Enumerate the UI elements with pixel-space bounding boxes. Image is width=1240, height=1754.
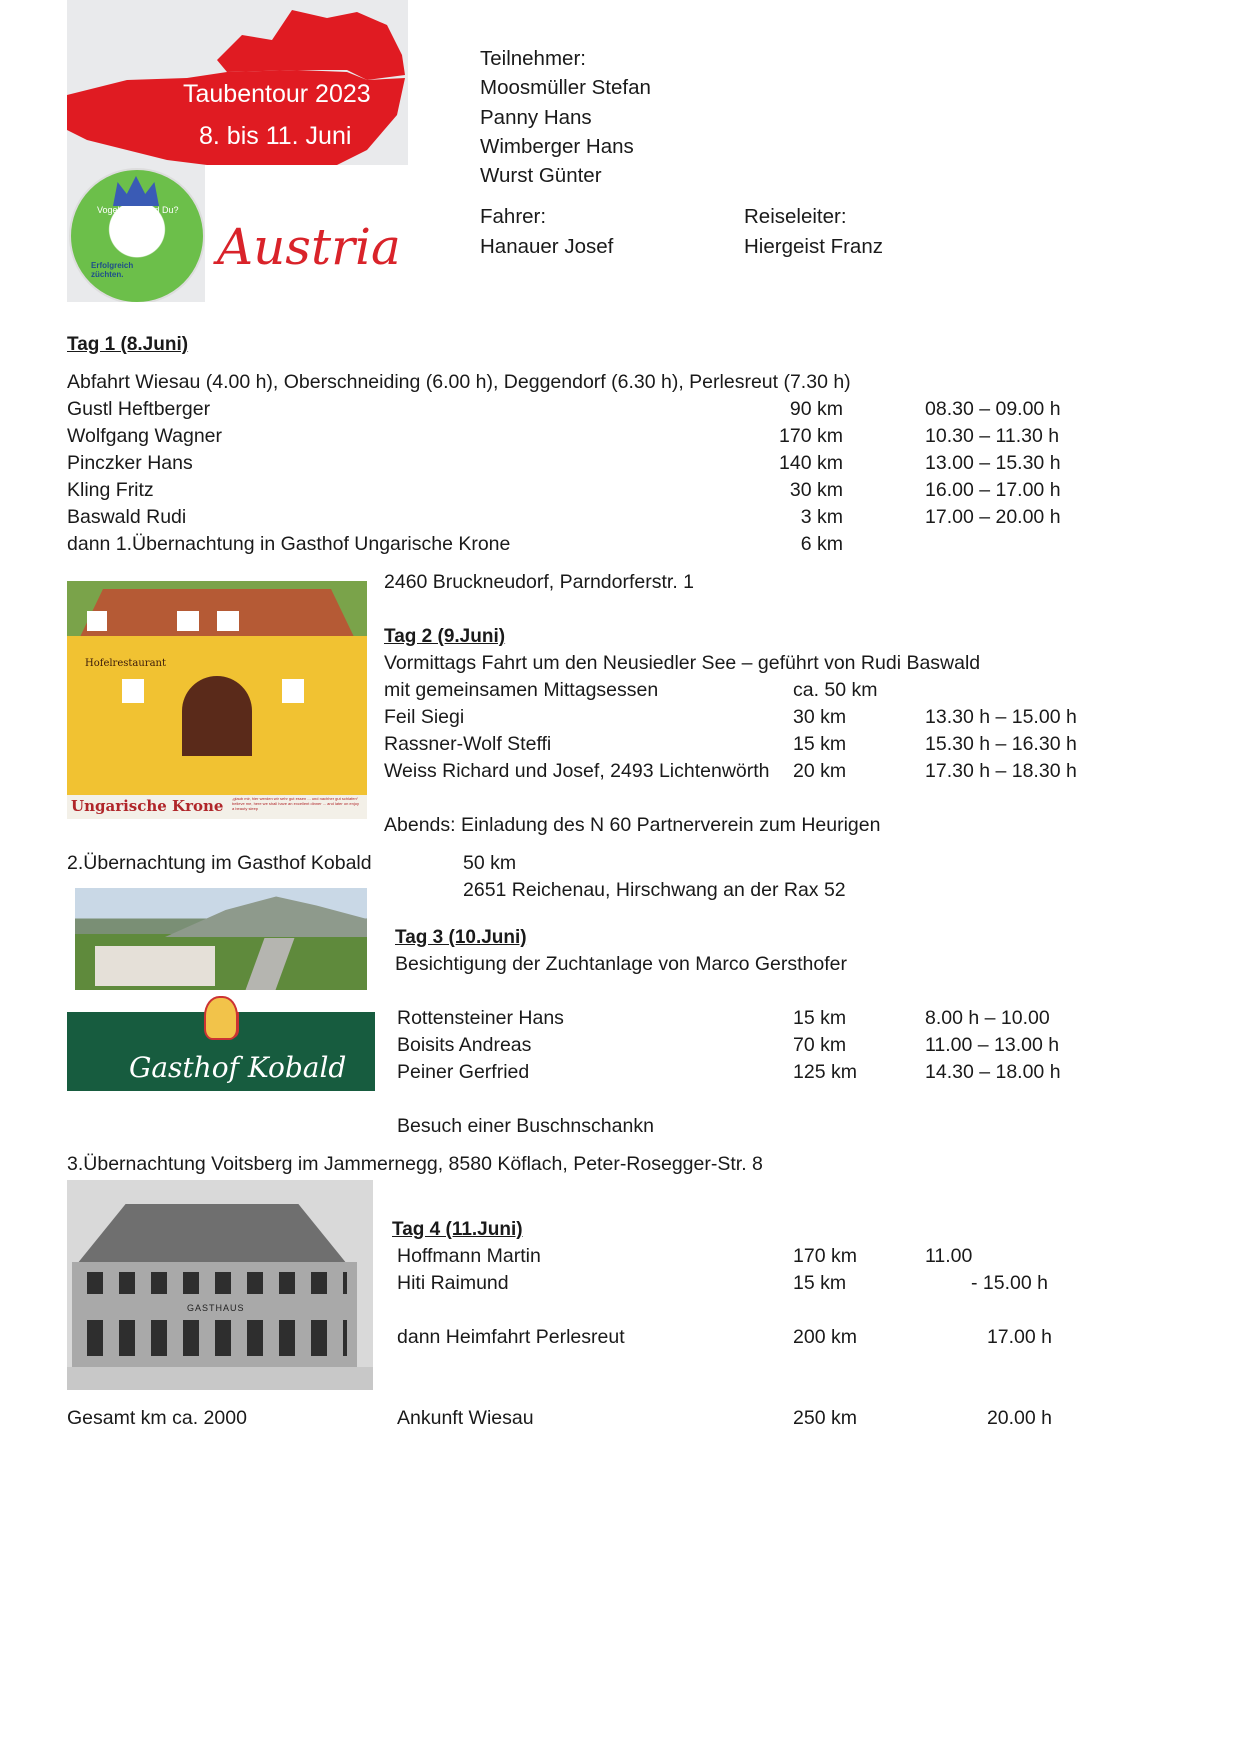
day2-lunch: mit gemeinsamen Mittagsessen: [384, 679, 659, 701]
participant-3: Wimberger Hans: [480, 135, 634, 158]
window-row: [87, 1272, 347, 1294]
guide-name: Hiergeist Franz: [744, 235, 883, 258]
badge-line1: Vogelwuid. Und Du?: [97, 205, 179, 215]
arrival-time: 20.00 h: [986, 1407, 1052, 1429]
day2-tour: Vormittags Fahrt um den Neusiedler See – geführt von Rudi Baswald: [384, 652, 981, 674]
banner-title: Taubentour 2023: [183, 80, 371, 108]
day2-row-time: 17.30 h – 18.30 h: [925, 760, 1077, 782]
hotel1-caption: „glaub mir, hier werden wir sehr gut essen ... und nachher gut schlafen“ believe me, here we shall have an excellent dinner ... and later on enjoy a beauty sleep: [232, 796, 359, 811]
day4-row-km: 200 km: [793, 1326, 857, 1348]
road: [246, 938, 295, 990]
day1-row-name: Pinczker Hans: [67, 452, 193, 474]
day2-row-km: 15 km: [793, 733, 847, 755]
reichenau-landscape-photo: [75, 888, 367, 990]
day3-row-time: 11.00 – 13.00 h: [925, 1034, 1060, 1056]
day4-row-time: 17.00 h: [986, 1326, 1052, 1348]
banner-script: Austria: [217, 218, 401, 276]
day3-row-name: Peiner Gerfried: [397, 1061, 530, 1083]
day4-row-name: dann Heimfahrt Perlesreut: [397, 1326, 625, 1348]
window-row: [87, 1320, 347, 1356]
day2-overnight-km: 50 km: [463, 852, 517, 874]
mountain: [165, 892, 367, 937]
kobald-logo-text: Gasthof Kobald: [129, 1051, 347, 1084]
gasthaus-sign: GASTHAUS: [187, 1303, 245, 1313]
day4-row-km: 15 km: [793, 1272, 847, 1294]
day2-overnight: 2.Übernachtung im Gasthof Kobald: [67, 852, 372, 874]
window: [87, 611, 107, 631]
day2-row-time: 13.30 h – 15.00 h: [925, 706, 1077, 728]
day2-row-name: Weiss Richard und Josef, 2493 Lichtenwörth: [384, 760, 770, 782]
participant-2: Panny Hans: [480, 106, 592, 129]
archway: [182, 676, 252, 756]
day2-title: Tag 2 (9.Juni): [384, 626, 506, 647]
bird-crown-icon: [113, 176, 159, 206]
day1-row-time: 10.30 – 11.30 h: [925, 425, 1060, 447]
day4-row-name: Hiti Raimund: [397, 1272, 509, 1294]
arrival-label: Ankunft Wiesau: [397, 1407, 534, 1429]
day3-row-km: 70 km: [793, 1034, 847, 1056]
window: [177, 611, 199, 631]
day3-evening: Besuch einer Buschnschankn: [397, 1115, 654, 1137]
day4-row-km: 170 km: [793, 1245, 857, 1267]
day1-row-time: 08.30 – 09.00 h: [925, 398, 1061, 420]
day1-row-time: 16.00 – 17.00 h: [925, 479, 1061, 501]
day2-lunch-km: ca. 50 km: [793, 679, 878, 701]
day1-row-km: 3 km: [800, 506, 843, 528]
participants-label: Teilnehmer:: [480, 47, 586, 70]
window: [282, 679, 304, 703]
driver-label: Fahrer:: [480, 205, 547, 228]
day2-evening: Abends: Einladung des N 60 Partnerverein zum Heurigen: [384, 814, 881, 836]
day3-row-name: Rottensteiner Hans: [397, 1007, 564, 1029]
vogelwuid-badge: [69, 168, 205, 302]
day2-row-time: 15.30 h – 16.30 h: [925, 733, 1077, 755]
tour-banner-image: [67, 0, 408, 302]
window: [122, 679, 144, 703]
day2-row-name: Feil Siegi: [384, 706, 465, 728]
day2-overnight-address: 2651 Reichenau, Hirschwang an der Rax 52: [463, 879, 846, 901]
participant-4: Wurst Günter: [480, 164, 602, 187]
day3-title: Tag 3 (10.Juni): [395, 927, 527, 948]
day1-departure: Abfahrt Wiesau (4.00 h), Oberschneiding (6.00 h), Deggendorf (6.30 h), Perlesreut (7.30 h): [67, 371, 851, 393]
day3-row-km: 125 km: [793, 1061, 857, 1083]
day4-row-time: - 15.00 h: [971, 1272, 1048, 1294]
day1-row-km: 90 km: [789, 398, 843, 420]
total-km: Gesamt km ca. 2000: [67, 1407, 247, 1429]
houses: [95, 946, 215, 986]
hotel-ungarische-krone-photo: [67, 581, 367, 819]
day3-row-time: 14.30 – 18.00 h: [925, 1061, 1061, 1083]
jammernegg-historic-photo: [67, 1180, 373, 1390]
hotel1-name: Ungarische Krone: [71, 797, 224, 815]
day3-row-time: 8.00 h – 10.00: [925, 1007, 1050, 1029]
day1-row-km: 30 km: [789, 479, 843, 501]
hotel1-sign: Hofelrestaurant: [85, 658, 167, 669]
day2-row-km: 20 km: [793, 760, 847, 782]
day1-row-name: Kling Fritz: [67, 479, 154, 501]
badge-line2: Erfolgreich züchten.: [91, 261, 134, 279]
day1-row-name: Gustl Heftberger: [67, 398, 211, 420]
day4-title: Tag 4 (11.Juni): [392, 1219, 523, 1240]
day1-row-name: Wolfgang Wagner: [67, 425, 223, 447]
guide-label: Reiseleiter:: [744, 205, 847, 228]
roof: [77, 1204, 347, 1264]
day1-row-name: dann 1.Übernachtung in Gasthof Ungarische Krone: [67, 533, 511, 555]
day1-row-km: 6 km: [800, 533, 843, 555]
day1-row-time: 13.00 – 15.30 h: [925, 452, 1061, 474]
driver-name: Hanauer Josef: [480, 235, 614, 258]
window: [217, 611, 239, 631]
day1-row-name: Baswald Rudi: [67, 506, 187, 528]
day2-row-name: Rassner-Wolf Steffi: [384, 733, 552, 755]
day1-title: Tag 1 (8.Juni): [67, 334, 189, 355]
day4-row-name: Hoffmann Martin: [397, 1245, 541, 1267]
day2-row-km: 30 km: [793, 706, 847, 728]
day4-row-time: 11.00: [925, 1245, 973, 1267]
participant-1: Moosmüller Stefan: [480, 76, 651, 99]
day3-visit: Besichtigung der Zuchtanlage von Marco Gersthofer: [395, 953, 847, 975]
day3-overnight: 3.Übernachtung Voitsberg im Jammernegg, 8580 Köflach, Peter-Rosegger-Str. 8: [67, 1153, 763, 1175]
day1-row-time: 17.00 – 20.00 h: [925, 506, 1061, 528]
kobald-mascot-icon: [204, 996, 238, 1040]
day1-row-km: 170 km: [779, 425, 843, 447]
banner-dates: 8. bis 11. Juni: [199, 122, 352, 150]
day3-row-km: 15 km: [793, 1007, 847, 1029]
day3-row-name: Boisits Andreas: [397, 1034, 532, 1056]
day1-row-km: 140 km: [779, 452, 843, 474]
street: [67, 1367, 373, 1390]
arrival-km: 250 km: [793, 1407, 857, 1429]
day1-address: 2460 Bruckneudorf, Parndorferstr. 1: [384, 571, 695, 593]
